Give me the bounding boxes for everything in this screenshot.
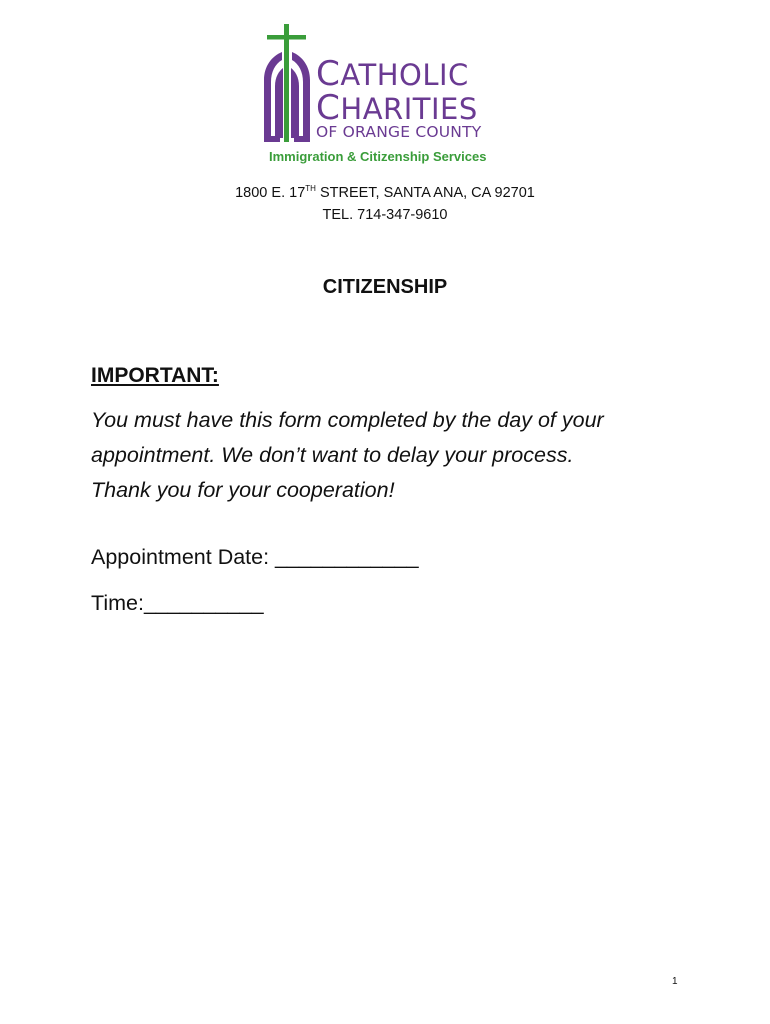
notice-line: Thank you for your cooperation! — [91, 478, 395, 502]
time-field: Time:__________ — [91, 591, 264, 615]
logo-tagline: Immigration & Citizenship Services — [269, 149, 487, 164]
notice-line: appointment. We don’t want to delay your process. — [91, 443, 574, 467]
logo-word-orange-county: OF ORANGE COUNTY — [316, 123, 482, 141]
logo-word-charities: CHARITIES — [316, 88, 478, 128]
catholic-charities-logo — [258, 22, 520, 172]
cross-church-logo-icon — [258, 22, 318, 144]
street-address: 1800 E. 17TH STREET, SANTA ANA, CA 92701 — [235, 184, 535, 201]
page-number: 1 — [672, 976, 678, 987]
notice-line: You must have this form completed by the day of your — [91, 408, 604, 432]
logo-word-catholic: CATHOLIC — [316, 54, 469, 94]
appointment-date-field: Appointment Date: ____________ — [91, 545, 419, 569]
document-title: CITIZENSHIP — [322, 276, 448, 298]
important-label: IMPORTANT: — [91, 364, 219, 387]
phone-number: TEL. 714-347-9610 — [322, 207, 448, 223]
